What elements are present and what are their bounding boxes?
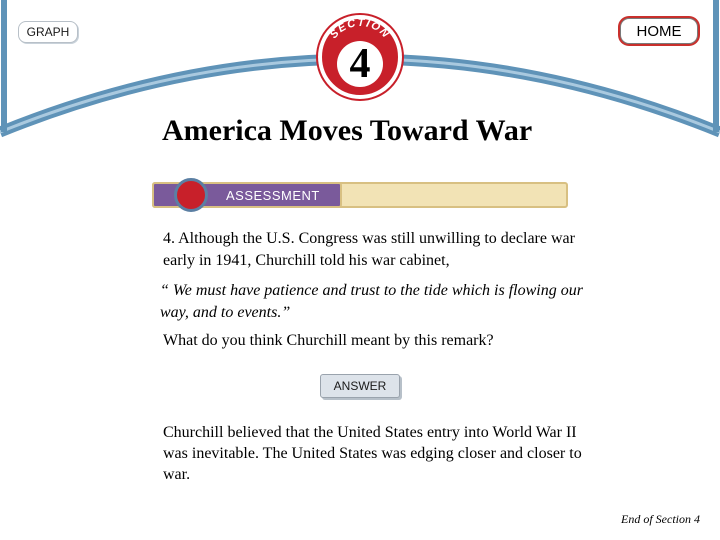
assessment-bullet-icon [174, 178, 208, 212]
answer-button-label: ANSWER [333, 379, 387, 393]
churchill-quote: “ We must have patience and trust to the tide which is flowing our way, and to events.” [160, 282, 583, 321]
question-text: 4. Although the U.S. Congress was still unwilling to declare war early in 1941, Churchill told his war cabinet, [163, 230, 575, 269]
graph-button[interactable] [18, 21, 78, 43]
answer-text: Churchill believed that the United States entry into World War II was inevitable. The United States was edging closer and closer to war. [163, 424, 582, 483]
answer-button[interactable] [320, 374, 400, 398]
question-prompt: What do you think Churchill meant by this remark? [163, 332, 494, 349]
section-word: SECTION [327, 16, 393, 42]
graph-button-label: GRAPH [26, 25, 70, 39]
end-of-section-label: End of Section 4 [621, 512, 700, 526]
assessment-label: ASSESSMENT [226, 188, 320, 203]
home-button-label: HOME [636, 22, 682, 40]
home-button[interactable] [620, 18, 698, 44]
page-title: America Moves Toward War [162, 114, 533, 147]
section-number: 4 [349, 41, 371, 87]
